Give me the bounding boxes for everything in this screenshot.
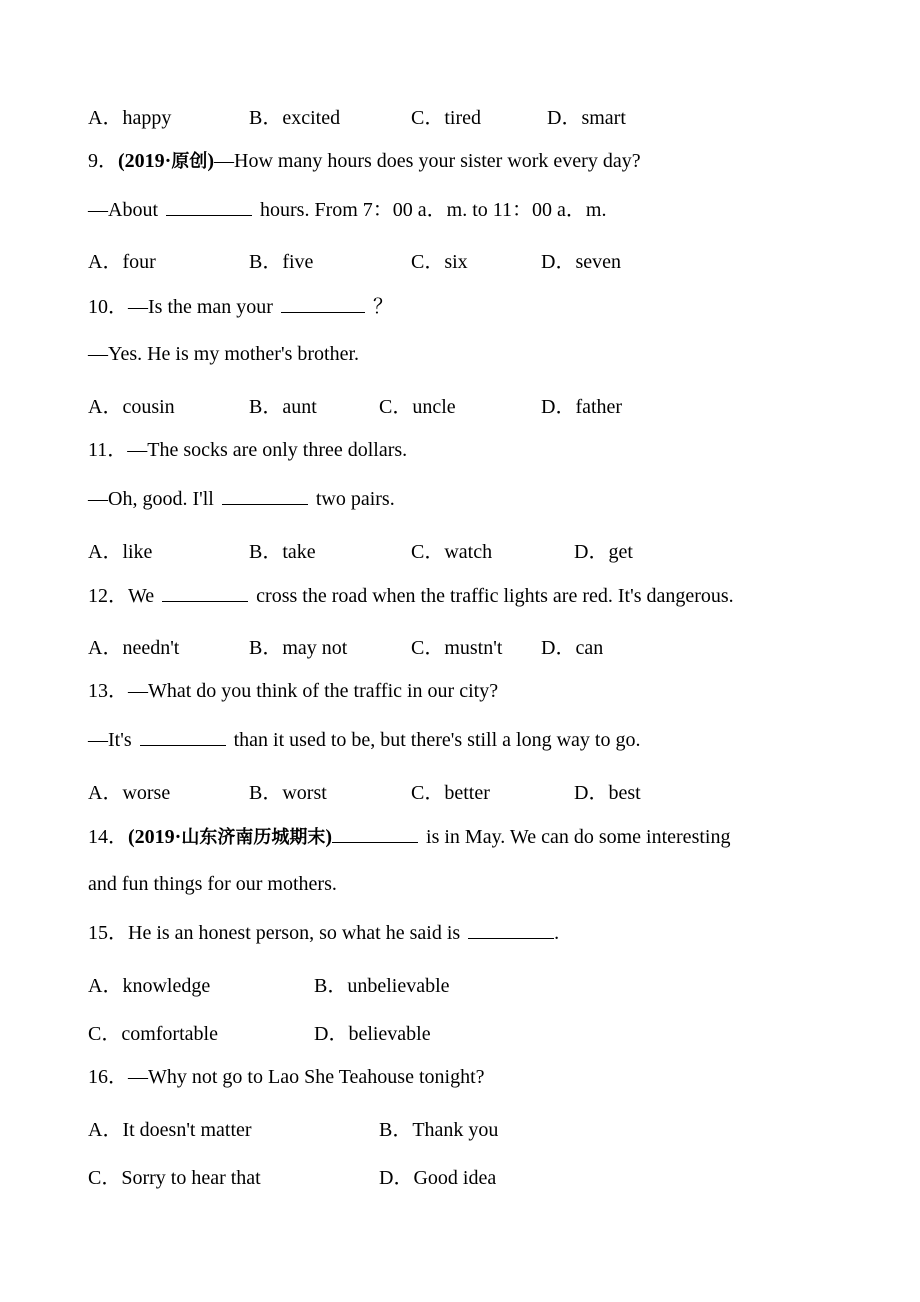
q12-option-d: D．can [541, 637, 604, 659]
q10-blank[interactable] [281, 294, 365, 313]
q9-source: (2019·原创) [118, 150, 215, 172]
q9-answer-pre: —About [88, 199, 158, 221]
q12-option-a: A．needn't [88, 637, 180, 659]
q9-option-b: B．five [249, 251, 314, 273]
q15-question-post: . [554, 922, 560, 944]
q11-number: 11． [88, 439, 128, 461]
q10-stem [88, 294, 393, 319]
q11-blank[interactable] [222, 486, 308, 505]
q15-stem [88, 920, 559, 945]
q14-stem [88, 824, 730, 850]
q10-answer: —Yes. He is my mother's brother. [88, 343, 360, 365]
q8-option-d: D．smart [547, 107, 626, 129]
q16-number: 16． [88, 1066, 128, 1088]
q9-question: —How many hours does your sister work every day? [214, 150, 641, 172]
q9-answer-post: hours. From 7：00 a．m. to 11：00 a．m. [260, 199, 607, 221]
q14-line2: and fun things for our mothers. [88, 873, 337, 895]
q9-option-d: D．seven [541, 251, 621, 273]
q9-option-a: A．four [88, 251, 156, 273]
q13-answer-post: than it used to be, but there's still a long way to go. [233, 729, 641, 751]
q10-option-c: C．uncle [379, 396, 456, 418]
q10-option-a: A．cousin [88, 396, 175, 418]
q10-option-d: D．father [541, 396, 623, 418]
q13-option-b: B．worst [249, 782, 327, 804]
q10-question: —Is the man your [128, 296, 273, 318]
q11-stem [88, 438, 407, 462]
q14-blank[interactable] [332, 824, 418, 843]
q8-option-c: C．tired [411, 107, 481, 129]
q13-option-d: D．best [574, 782, 641, 804]
q9-number: 9． [88, 150, 118, 172]
q13-option-a: A．worse [88, 782, 171, 804]
q15-option-c: C．comfortable [88, 1023, 218, 1045]
q12-blank[interactable] [162, 583, 248, 602]
q8-option-a: A．happy [88, 107, 172, 129]
q11-option-a: A．like [88, 541, 153, 563]
q16-option-b: B．Thank you [379, 1119, 499, 1141]
q9-option-c: C．six [411, 251, 468, 273]
q11-answer-line [88, 486, 395, 511]
q11-option-d: D．get [574, 541, 633, 563]
q16-stem [88, 1065, 485, 1089]
q8-option-b: B．excited [249, 107, 341, 129]
q14-number: 14． [88, 826, 128, 848]
q13-option-c: C．better [411, 782, 490, 804]
q10-option-b: B．aunt [249, 396, 317, 418]
q9-stem [88, 149, 641, 174]
q11-option-b: B．take [249, 541, 316, 563]
q16-option-c: C．Sorry to hear that [88, 1167, 261, 1189]
q12-stem [88, 583, 734, 608]
q12-option-c: C．mustn't [411, 637, 503, 659]
q14-source: (2019·山东济南历城期末) [128, 826, 333, 848]
q15-number: 15． [88, 922, 128, 944]
q15-question-pre: He is an honest person, so what he said is [128, 922, 461, 944]
q11-question: —The socks are only three dollars. [127, 439, 408, 461]
q10-number: 10． [88, 296, 128, 318]
q13-question: —What do you think of the traffic in our city? [128, 680, 499, 702]
q9-blank[interactable] [166, 197, 252, 216]
q12-question-pre: We [128, 585, 155, 607]
q11-answer-pre: —Oh, good. I'll [88, 488, 214, 510]
q16-option-d: D．Good idea [379, 1167, 497, 1189]
q15-option-a: A．knowledge [88, 975, 211, 997]
q16-option-a: A．It doesn't matter [88, 1119, 252, 1141]
q13-answer-line [88, 727, 640, 752]
q10-question-end: ？ [372, 296, 393, 318]
q13-stem [88, 679, 498, 703]
q9-answer-line [88, 197, 606, 222]
q12-question-post: cross the road when the traffic lights are red. It's dangerous. [256, 585, 734, 607]
q12-number: 12． [88, 585, 128, 607]
q14-question-post: is in May. We can do some interesting [426, 826, 731, 848]
q13-answer-pre: —It's [88, 729, 132, 751]
q16-question: —Why not go to Lao She Teahouse tonight? [128, 1066, 485, 1088]
q15-option-b: B．unbelievable [314, 975, 450, 997]
q13-blank[interactable] [140, 727, 226, 746]
q13-number: 13． [88, 680, 128, 702]
q11-answer-post: two pairs. [315, 488, 395, 510]
q15-option-d: D．believable [314, 1023, 431, 1045]
q11-option-c: C．watch [411, 541, 493, 563]
q15-blank[interactable] [468, 920, 554, 939]
q12-option-b: B．may not [249, 637, 348, 659]
